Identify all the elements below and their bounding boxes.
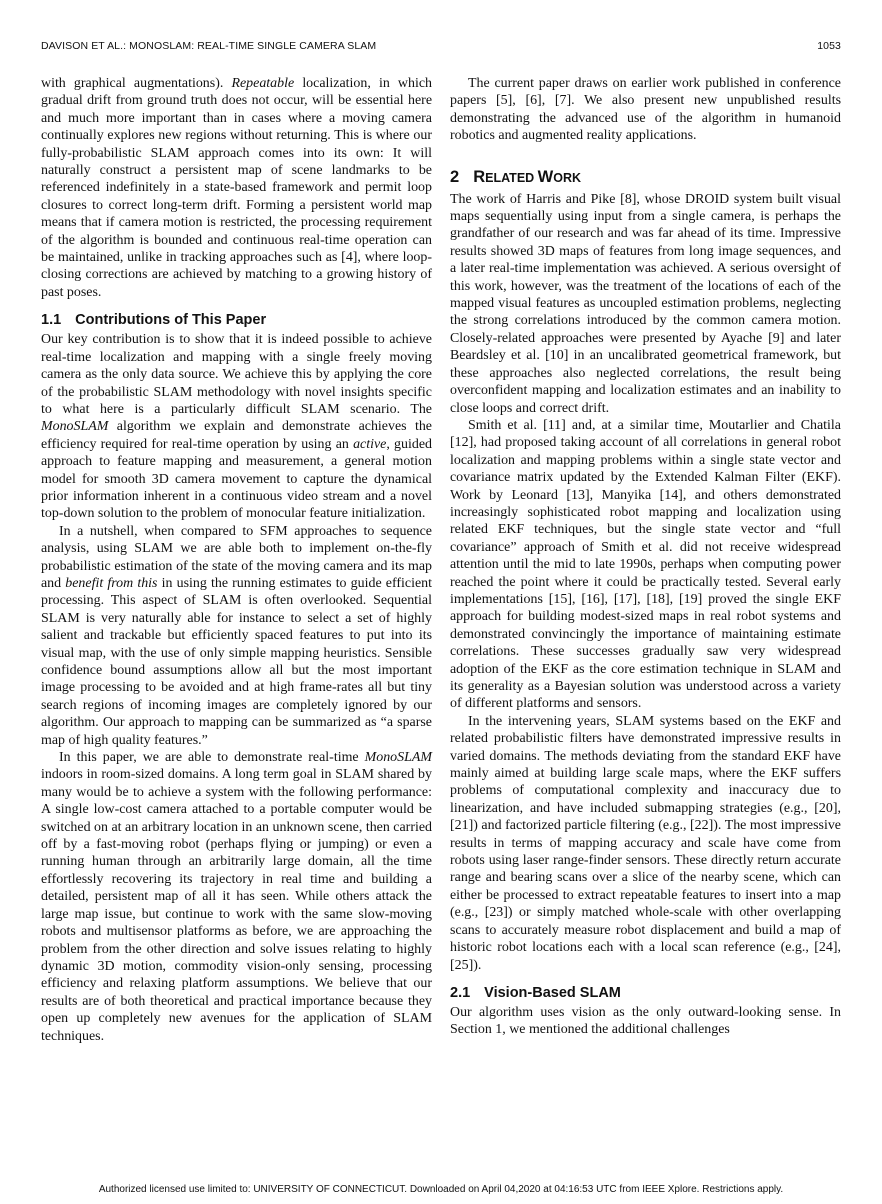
subsection-heading-1-1 xyxy=(41,311,432,329)
right-column xyxy=(450,75,841,1039)
subsection-heading-2-1 xyxy=(450,984,841,1002)
paragraph-intervening-years: In the intervening years, SLAM systems based on the EKF and related probabilistic filters have demonstrated impressive results in varied domains. The methods deviating from the standard EKF have mainly aimed at building large scale maps, where the EKF suffers problems of computational complexity and inaccuracy due to linearization, and have included submapping strategies (e.g., [20], [21]) and factorized particle filtering (e.g., [22]). The most impressive results in terms of mapping accuracy and scale have come from robots using laser range-finder sensors. These directly return accurate range and bearing scans over a slice of the nearby scene, which can either be processed to extract repeatable features to insert into a map (e.g., [23]) or simply matched whole-scale with other overlapping scans to accurately measure robot displacement and build a map of historic robot locations each with a local scan reference (e.g., [24], [25]). xyxy=(450,713,841,973)
section-number: 2 xyxy=(450,167,460,186)
running-head xyxy=(41,40,841,54)
paragraph-intro-continued: with graphical augmentations). Repeatable localization, in which gradual drift from ground truth does not occur, will be essential here and much more important than in cases where a moving camera continually explores new regions without returning. This is where our fully-probabilistic SLAM approach comes into its own: It will naturally construct a persistent map of scene landmarks to be referenced indefinitely in a state-based framework and permit loop closures to correct long-term drift. Forming a persistent world map means that if camera motion is restricted, the processing requirement of the algorithm is bounded and continuous real-time operation can be maintained, unlike in tracking approaches such as [4], where loop-closing corrections are achieved by matching to a growing history of past poses. xyxy=(41,76,432,300)
paragraph-vision-slam: Our algorithm uses vision as the only outward-looking sense. In Section 1, we mentioned the additional challenges xyxy=(450,1004,841,1038)
paragraph-harris-pike: The work of Harris and Pike [8], whose DROID system built visual maps sequentially using input from a single camera, is perhaps the grandfather of our research and was far ahead of its time. Impressive results showed 3D maps of features from long image sequences, and a later real-time implementation was achieved. A serious oversight of this work, however, was the treatment of the locations of each of the mapped visual features as uncoupled estimation problems, neglecting the strong correlations introduced by the common camera motion. Closely-related approaches were presented by Ayache [9] and later Beardsley et al. [10] in an uncalibrated geometrical framework, but these approaches also neglected correlations, the result being overconfident mapping and localization estimates and an inability to close loops and correct drift. xyxy=(450,191,841,416)
subsection-title: Vision-Based SLAM xyxy=(484,984,621,1001)
page-number: 1053 xyxy=(817,40,841,52)
paragraph-smith: Smith et al. [11] and, at a similar time, Moutarlier and Chatila [12], had proposed taking account of all correlations in general robot localization and mapping problems within a single state vector and covariance matrix updated by the Extended Kalman Filter (EKF). Work by Leonard [13], Manyika [14], and others demonstrated increasingly sophisticated robot mapping and localization using related EKF techniques, but the single state vector and “full covariance” approach of Smith et al. did not receive widespread attention until the mid to late 1990s, perhaps when computing power reached the point where it could be practically tested. Several early implementations [15], [16], [17], [18], [19] proved the single EKF approach for building modest-sized maps in real robot systems and demonstrated convincingly the importance of maintaining estimate correlations. These successes gradually saw very widespread adoption of the EKF as the core estimation technique in SLAM and its generality as a Bayesian solution was understood across a variety of different platforms and sensors. xyxy=(450,417,841,712)
paragraph-this-paper: In this paper, we are able to demonstrate real-time MonoSLAM indoors in room-sized domains. A long term goal in SLAM shared by many would be to achieve a system with the following performance: A single low-cost camera attached to a portable computer would be switched on at an arbitrary location in an unknown scene, then carried off by a fast-moving robot (perhaps flying or jumping) or even a running human through an arbitrarily large domain, all the time effortlessly recovering its trajectory in real time and building a detailed, persistent map of all it has seen. While others attack the large map issue, but continue to work with the same slow-moving robots and multisensor platforms as before, we are approaching the problem from the other direction and solve issues relating to highly dynamic 3D motion, commodity vision-only sensing, processing efficiency and relaxing platform assumptions. We believe that our results are of both theoretical and practical importance because they open up completely new avenues for the application of SLAM techniques. xyxy=(41,750,432,1044)
left-column xyxy=(41,75,432,1045)
paragraph-current-paper: The current paper draws on earlier work published in conference papers [5], [6], [7]. We also present new unpublished results demonstrating the advanced use of the algorithm in humanoid robotics and augmented reality applications. xyxy=(450,76,841,144)
running-head-title: DAVISON ET AL.: MONOSLAM: REAL-TIME SINGLE CAMERA SLAM xyxy=(41,40,377,52)
subsection-title: Contributions of This Paper xyxy=(75,312,267,329)
subsection-number: 1.1 xyxy=(41,312,62,329)
subsection-number: 2.1 xyxy=(450,984,471,1001)
paragraph-nutshell: In a nutshell, when compared to SFM approaches to sequence analysis, using SLAM we are able both to implement on-the-fly probabilistic estimation of the state of the moving camera and its map and benefit from this in using the running estimates to guide efficient processing. This aspect of SLAM is often overlooked. Sequential SLAM is very naturally able for instance to select a set of highly salient and trackable but efficiently spaced features to put into its visual map, with the use of only simple mapping heuristics. Sensible confidence bound assumptions allow all but the most important image processing to be avoided and at high frame-rates all but tiny search regions of incoming images are completely ignored by our algorithm. Our approach to mapping can be summarized as “a sparse map of high quality features.” xyxy=(41,523,432,748)
paragraph-contributions: Our key contribution is to show that it is indeed possible to achieve real-time localization and mapping with a single freely moving camera as the only data source. We achieve this by applying the core of the probabilistic SLAM methodology with novel insights specific to what here is a particularly difficult SLAM scenario. The MonoSLAM algorithm we explain and demonstrate achieves the efficiency required for real-time operation by using an active, guided approach to feature mapping and measurement, a general motion model for smooth 3D camera movement to capture the dynamical prior information inherent in a continuous video stream and a novel top-down solution to the problem of monocular feature initialization. xyxy=(41,332,432,522)
section-heading-2: 2 RELATED WORK xyxy=(450,167,582,186)
license-footer: Authorized licensed use limited to: UNIVERSITY OF CONNECTICUT. Downloaded on April 04,2020 at 04:16:53 UTC from IEEE Xplore. Restrictions apply. xyxy=(98,1184,784,1195)
